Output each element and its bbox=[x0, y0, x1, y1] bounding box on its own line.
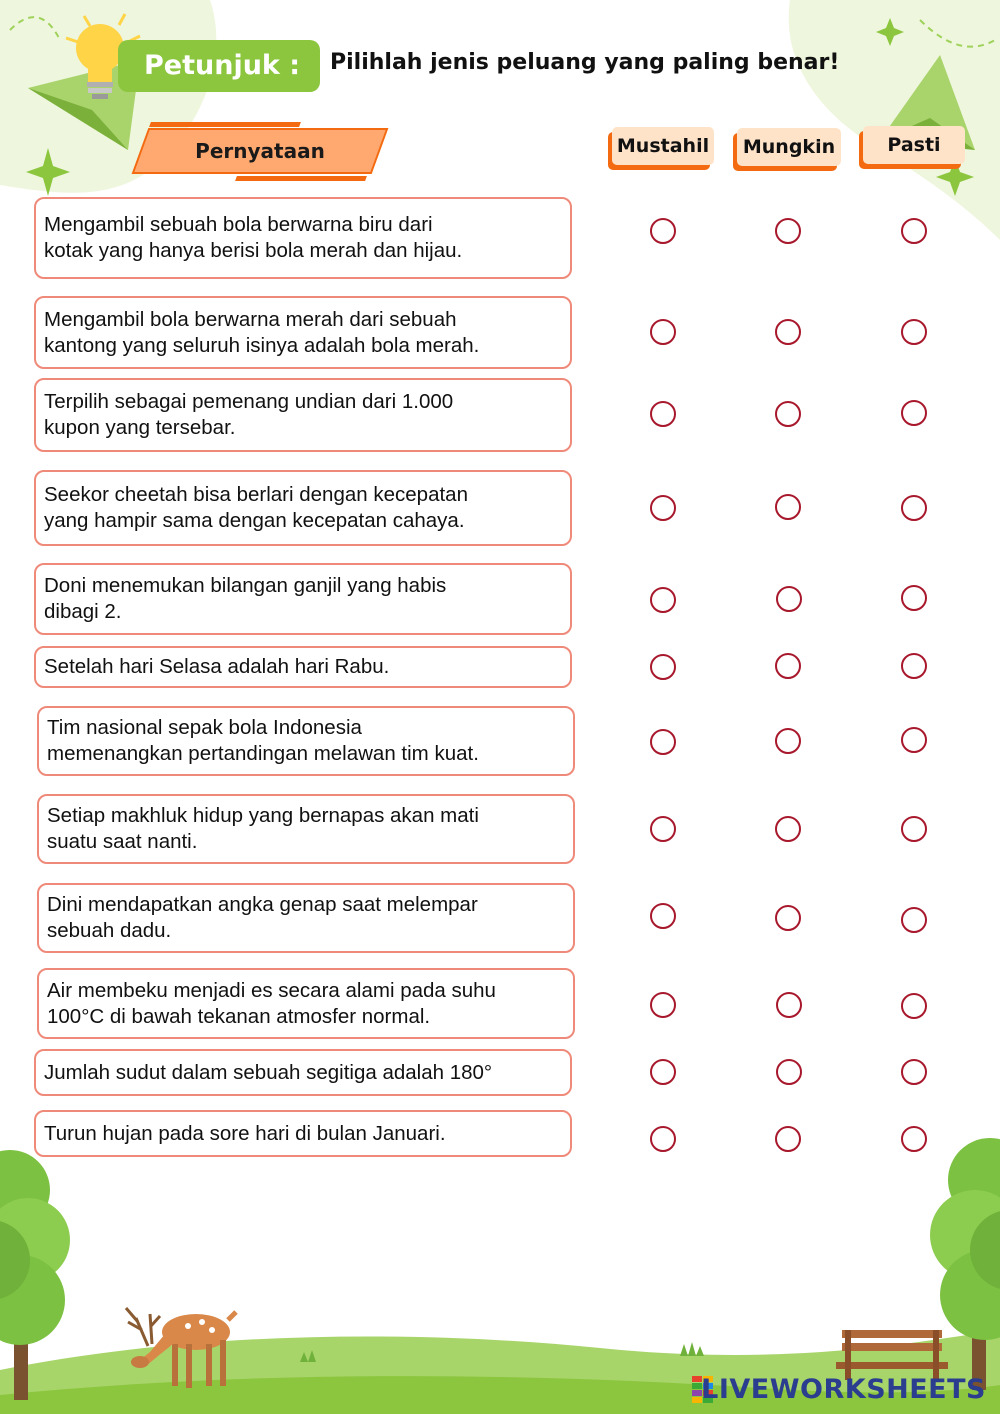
radio-mustahil[interactable] bbox=[650, 816, 676, 842]
radio-pasti[interactable] bbox=[901, 727, 927, 753]
radio-pasti[interactable] bbox=[901, 319, 927, 345]
instruction-text: Pilihlah jenis peluang yang paling benar! bbox=[330, 50, 840, 75]
radio-mungkin[interactable] bbox=[776, 1059, 802, 1085]
statement-row bbox=[34, 1049, 572, 1096]
statement-row bbox=[34, 1110, 572, 1157]
statement-text: Terpilih sebagai pemenang undian dari 1.000 kupon yang tersebar. bbox=[44, 390, 454, 439]
column-header-mungkin: Mungkin bbox=[737, 128, 841, 166]
statement-row bbox=[34, 378, 572, 452]
statement-row bbox=[34, 563, 572, 635]
statement-text: Air membeku menjadi es secara alami pada suhu 100°C di bawah tekanan atmosfer normal. bbox=[47, 978, 496, 1028]
radio-pasti[interactable] bbox=[901, 218, 927, 244]
radio-pasti[interactable] bbox=[901, 816, 927, 842]
radio-mustahil[interactable] bbox=[650, 495, 676, 521]
radio-pasti[interactable] bbox=[901, 400, 927, 426]
statement-row bbox=[34, 646, 572, 688]
column-header-mustahil: Mustahil bbox=[612, 127, 714, 165]
statement-row bbox=[37, 794, 575, 864]
radio-mustahil[interactable] bbox=[650, 587, 676, 613]
radio-pasti[interactable] bbox=[901, 495, 927, 521]
statement-row bbox=[34, 296, 572, 369]
radio-mustahil[interactable] bbox=[650, 218, 676, 244]
radio-mungkin[interactable] bbox=[775, 653, 801, 679]
statement-text: Jumlah sudut dalam sebuah segitiga adalah 180° bbox=[44, 1060, 493, 1084]
radio-mungkin[interactable] bbox=[775, 816, 801, 842]
petunjuk-label: Petunjuk : bbox=[118, 40, 320, 92]
statement-text: Setelah hari Selasa adalah hari Rabu. bbox=[44, 655, 390, 678]
radio-mustahil[interactable] bbox=[650, 401, 676, 427]
radio-mungkin[interactable] bbox=[776, 586, 802, 612]
radio-mungkin[interactable] bbox=[775, 494, 801, 520]
radio-mustahil[interactable] bbox=[650, 654, 676, 680]
statement-row bbox=[37, 706, 575, 776]
radio-mustahil[interactable] bbox=[650, 729, 676, 755]
statement-text: Setiap makhluk hidup yang bernapas akan mati suatu saat nanti. bbox=[47, 804, 479, 853]
radio-pasti[interactable] bbox=[901, 1126, 927, 1152]
radio-mustahil[interactable] bbox=[650, 1059, 676, 1085]
statement-row bbox=[37, 968, 575, 1039]
radio-pasti[interactable] bbox=[901, 585, 927, 611]
radio-mungkin[interactable] bbox=[775, 728, 801, 754]
statement-row bbox=[34, 197, 572, 279]
statement-text: Tim nasional sepak bola Indonesia memenangkan pertandingan melawan tim kuat. bbox=[47, 716, 479, 765]
column-header-pasti: Pasti bbox=[863, 126, 965, 164]
radio-mungkin[interactable] bbox=[775, 905, 801, 931]
radio-mungkin[interactable] bbox=[775, 319, 801, 345]
statement-header: Pernyataan bbox=[195, 139, 325, 163]
radio-pasti[interactable] bbox=[901, 907, 927, 933]
radio-mustahil[interactable] bbox=[650, 1126, 676, 1152]
radio-mungkin[interactable] bbox=[776, 992, 802, 1018]
radio-pasti[interactable] bbox=[901, 993, 927, 1019]
statement-header-accent bbox=[235, 176, 367, 181]
statement-text: Doni menemukan bilangan ganjil yang habis dibagi 2. bbox=[44, 574, 447, 623]
radio-mungkin[interactable] bbox=[775, 218, 801, 244]
radio-mungkin[interactable] bbox=[775, 401, 801, 427]
statement-row bbox=[34, 470, 572, 546]
radio-pasti[interactable] bbox=[901, 1059, 927, 1085]
statement-text: Dini mendapatkan angka genap saat melempar sebuah dadu. bbox=[47, 893, 478, 942]
statement-header-accent bbox=[149, 122, 301, 127]
radio-mungkin[interactable] bbox=[775, 1126, 801, 1152]
statement-row bbox=[37, 883, 575, 953]
radio-pasti[interactable] bbox=[901, 653, 927, 679]
radio-mustahil[interactable] bbox=[650, 319, 676, 345]
statement-text: Seekor cheetah bisa berlari dengan kecepatan yang hampir sama dengan kecepatan cahaya. bbox=[44, 483, 468, 532]
radio-mustahil[interactable] bbox=[650, 992, 676, 1018]
radio-mustahil[interactable] bbox=[650, 903, 676, 929]
statement-text: Turun hujan pada sore hari di bulan Januari. bbox=[44, 1121, 446, 1145]
statement-text: Mengambil bola berwarna merah dari sebuah kantong yang seluruh isinya adalah bola merah. bbox=[44, 307, 480, 357]
liveworksheets-logo: LIVEWORKSHEETS bbox=[701, 1374, 986, 1405]
statement-text: Mengambil sebuah bola berwarna biru dari kotak yang hanya berisi bola merah dan hijau. bbox=[44, 213, 463, 262]
